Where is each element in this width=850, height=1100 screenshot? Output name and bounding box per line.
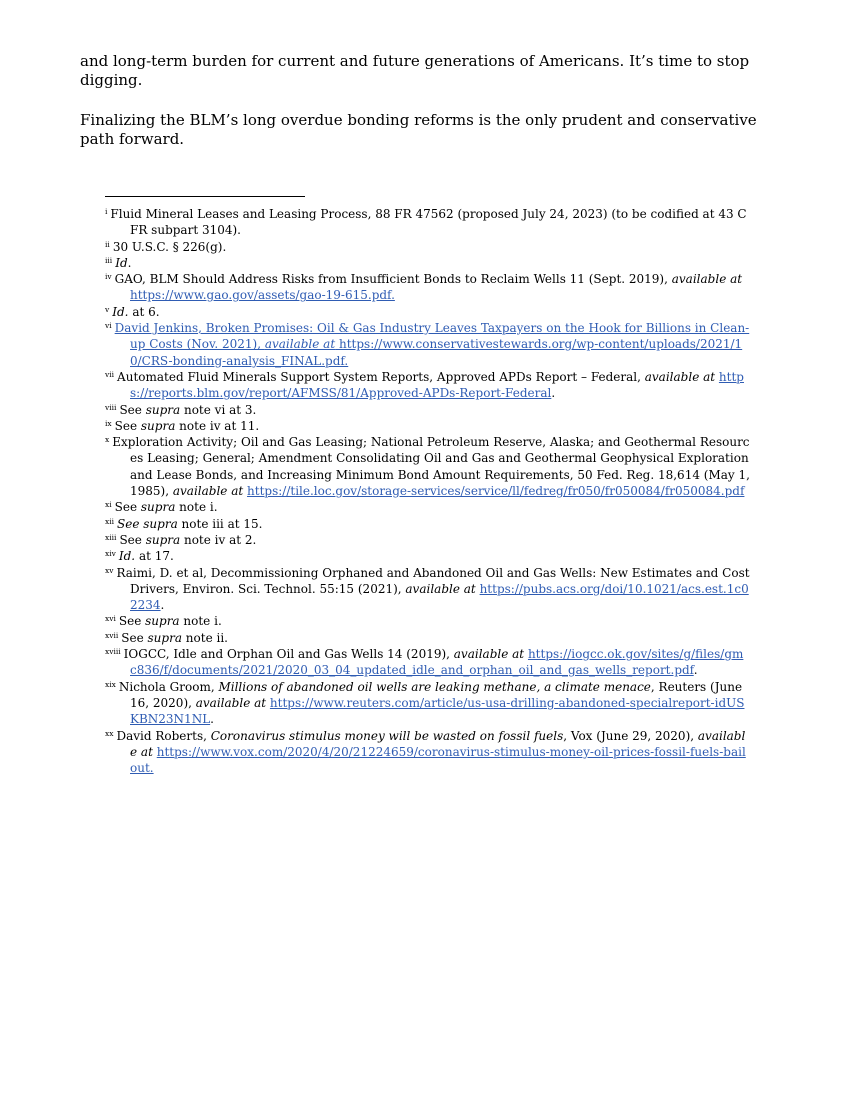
footnote-link[interactable]: https://reports.blm.gov/report/AFMSS/81/Approved-APDs-Report-Federal — [130, 369, 744, 401]
footnote-text: . — [693, 663, 698, 678]
footnote-text: See — [114, 418, 141, 433]
footnote-text: at 6. — [128, 304, 160, 319]
footnote-vii — [105, 369, 750, 402]
footnote-text: available at — [644, 369, 716, 384]
footnote-text: Id. — [112, 304, 129, 319]
footnote-mark: xiv — [105, 549, 116, 559]
footnote-text: available at — [671, 272, 743, 287]
footnote-text: supra — [140, 418, 176, 433]
footnotes-list — [105, 206, 750, 776]
footnote-mark: x — [105, 435, 110, 445]
footnote-text: Nichola Groom, — [118, 679, 219, 694]
footnote-text: Raimi, D. et al, Decommissioning Orphaned and Abandoned Oil and Gas Wells: New Estimates and Cost Drivers, Environ. Sci. Technol. 55:15 (2021), — [116, 565, 750, 596]
footnote-text: . — [551, 386, 556, 401]
footnote-text: available at — [172, 484, 244, 499]
footnote-text: Millions of abandoned oil wells are leaking methane, a climate menace — [218, 679, 651, 694]
footnote-xviii — [105, 646, 750, 679]
footnote-text: supra — [145, 402, 181, 417]
footnote-text: Coronavirus stimulus money will be wasted on fossil fuels — [210, 728, 564, 743]
body-paragraph-1: and long-term burden for current and future generations of Americans. It’s time to stop digging. — [80, 52, 750, 89]
footnote-text: GAO, BLM Should Address Risks from Insufficient Bonds to Reclaim Wells 11 (Sept. 2019), — [114, 272, 672, 287]
footnote-text: Fluid Mineral Leases and Leasing Process, 88 FR 47562 (proposed July 24, 2023) (to be codified at 43 CFR subpart 3104). — [110, 207, 747, 238]
footnote-xi — [105, 499, 750, 515]
footnote-xix — [105, 679, 750, 728]
footnote-mark: ii — [105, 239, 110, 249]
footnote-text: . — [160, 598, 165, 613]
footnote-mark: v — [105, 304, 110, 314]
footnote-mark: xiii — [105, 532, 117, 542]
footnote-text: note i. — [179, 614, 222, 629]
footnote-ii — [105, 239, 750, 255]
footnote-text: note iv at 11. — [175, 418, 260, 433]
footnote-link[interactable]: https://pubs.acs.org/doi/10.1021/acs.est.1c02234 — [130, 581, 749, 613]
footnote-text: note iii at 15. — [177, 516, 263, 531]
footnote-text: Id — [115, 255, 128, 270]
footnote-text: available at — [195, 695, 267, 710]
footnote-i — [105, 206, 750, 239]
footnote-mark: xi — [105, 500, 112, 510]
footnote-mark: vi — [105, 321, 112, 331]
footnote-iii — [105, 255, 750, 271]
footnote-link[interactable]: https://www.vox.com/2020/4/20/21224659/coronavirus-stimulus-money-oil-prices-fossil-fuels-bailout. — [130, 744, 746, 776]
footnote-xvi — [105, 613, 750, 629]
footnote-mark: xv — [105, 565, 114, 575]
footnote-separator — [105, 196, 305, 197]
footnote-viii — [105, 402, 750, 418]
footnote-mark: iii — [105, 255, 113, 265]
footnote-text: See — [114, 500, 141, 515]
footnote-text: note i. — [175, 500, 218, 515]
footnote-mark: xx — [105, 728, 114, 738]
footnote-mark: iv — [105, 272, 112, 282]
footnote-text: 30 U.S.C. § 226(g). — [112, 239, 227, 254]
footnote-link[interactable]: https://iogcc.ok.gov/sites/g/files/gmc836/f/documents/2021/2020_03_04_updated_idle_and_orphan_oil_and_gas_wells_report.pdf — [130, 647, 744, 678]
footnote-text: David Roberts, — [116, 728, 211, 743]
footnote-mark: xvi — [105, 614, 116, 624]
footnote-mark: ix — [105, 418, 112, 428]
footnote-text: supra — [145, 532, 181, 547]
footnote-text: available at — [405, 581, 476, 596]
footnote-text: supra — [140, 500, 176, 515]
footnote-text: Automated Fluid Minerals Support System Reports, Approved APDs Report – Federal, — [117, 369, 645, 384]
footnote-link[interactable]: https://www.reuters.com/article/us-usa-drilling-abandoned-specialreport-idUSKBN23N1NL — [130, 695, 745, 727]
footnote-link[interactable]: https://www.gao.gov/assets/gao-19-615.pdf. — [130, 288, 395, 303]
footnote-text: See — [119, 402, 146, 417]
footnote-text: note ii. — [181, 630, 228, 645]
footnote-iv — [105, 271, 750, 304]
footnote-ix — [105, 418, 750, 434]
footnote-text: supra — [145, 614, 180, 629]
footnote-link[interactable]: available at — [264, 337, 336, 352]
footnote-link[interactable]: David Jenkins, Broken Promises: Oil & Gas Industry Leaves Taxpayers on the Hook for Billions in Clean-up Costs (Nov. 2021), — [114, 321, 750, 352]
footnote-text: IOGCC, Idle and Orphan Oil and Gas Wells 14 (2019), — [123, 647, 454, 662]
footnote-mark: viii — [105, 402, 117, 412]
footnote-xv — [105, 565, 750, 614]
footnote-text: , Vox (June 29, 2020), — [563, 728, 698, 743]
footnote-text: note iv at 2. — [180, 532, 257, 547]
footnote-text: Exploration Activity; Oil and Gas Leasing; National Petroleum Reserve, Alaska; and Geothermal Resources Leasing; General; Amendment Consolidating Oil and Gas and Geothermal Geophysical Exploration and Lease Bonds, and Increasing Minimum Bond Amount Requirements, 50 Fed. Reg. 18,614 (May 1, 1985), — [112, 435, 750, 499]
footnote-text: . — [127, 255, 132, 270]
footnote-text: at 17. — [135, 549, 174, 564]
footnote-text: Id. — [118, 549, 136, 564]
footnote-text: See — [121, 630, 148, 645]
footnote-mark: xviii — [105, 647, 121, 657]
footnote-mark: xix — [105, 679, 116, 689]
footnote-mark: xii — [105, 516, 115, 526]
footnote-xii — [105, 516, 750, 532]
footnote-xiv — [105, 548, 750, 564]
footnote-v — [105, 304, 750, 320]
footnote-text: available at — [453, 647, 525, 662]
footnote-xvii — [105, 630, 750, 646]
body-paragraph-2: Finalizing the BLM’s long overdue bonding reforms is the only prudent and conservative path forward. — [80, 111, 757, 148]
footnote-text: supra — [147, 630, 182, 645]
footnote-text: note vi at 3. — [180, 402, 257, 417]
footnote-text: . — [210, 712, 214, 727]
footnote-text: , Reuters (June 16, 2020), — [130, 679, 743, 710]
footnote-mark: xvii — [105, 630, 119, 640]
footnote-text: See — [119, 532, 146, 547]
footnote-vi — [105, 320, 750, 369]
footnote-xx — [105, 728, 750, 777]
footnote-link[interactable]: https://tile.loc.gov/storage-services/service/ll/fedreg/fr050/fr050084/fr050084.pdf — [247, 484, 745, 499]
footnote-mark: vii — [105, 369, 115, 379]
footnote-mark: i — [105, 207, 108, 216]
footnote-text: See supra — [117, 516, 178, 531]
footnote-link[interactable]: https://www.conservativestewards.org/wp-content/uploads/2021/10/CRS-bonding-analysis_FINAL.pdf. — [130, 337, 743, 368]
footnote-xiii — [105, 532, 750, 548]
footnote-text: See — [118, 614, 146, 629]
footnote-text: available at — [130, 728, 746, 759]
footnote-x — [105, 434, 750, 499]
